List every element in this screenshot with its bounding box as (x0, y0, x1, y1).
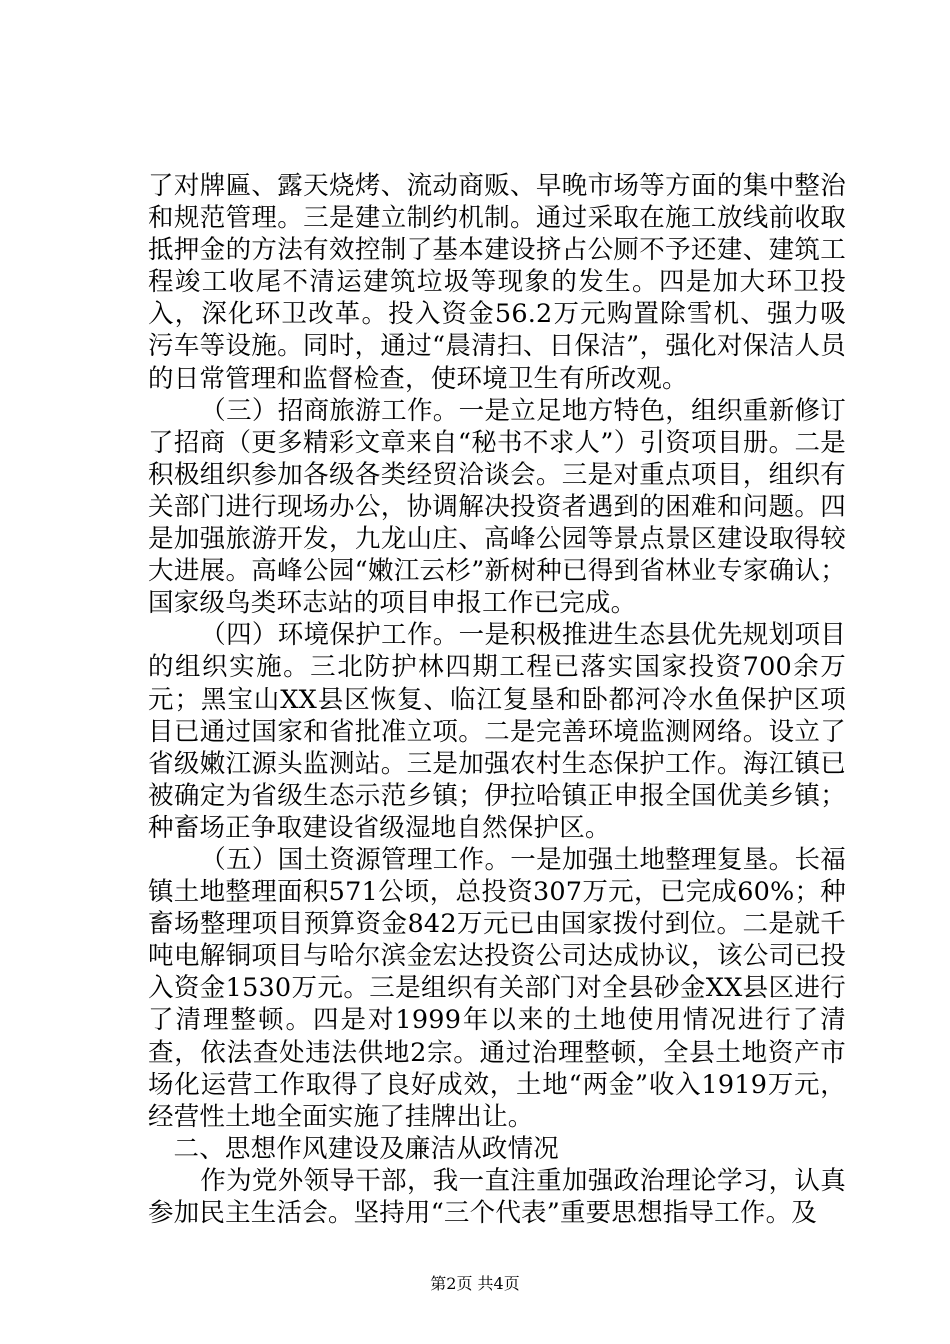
paragraph-environmental-protection: （四）环境保护工作。一是积极推进生态县优先规划项目的组织实施。三北防护林四期工程已落实国家投资700余万元；黑宝山XX县区恢复、临江复垦和卧都河冷水鱼保护区项目已通过国家和省批准立项。二是完善环境监测网络。设立了省级嫩江源头监测站。三是加强农村生态保护工作。海江镇已被确定为省级生态示范乡镇；伊拉哈镇正申报全国优美乡镇；种畜场正争取建设省级湿地自然保护区。 (148, 620, 846, 843)
section-heading-ideology-integrity: 二、思想作风建设及廉洁从政情况 (173, 1133, 560, 1164)
document-body (148, 170, 846, 1229)
page-footer: 第2页 共4页 (430, 1274, 520, 1293)
paragraph-investment-tourism: （三）招商旅游工作。一是立足地方特色，组织重新修订了招商（更多精彩文章来自“秘书不求人”）引资项目册。二是积极组织参加各级各类经贸洽谈会。三是对重点项目，组织有关部门进行现场办公，协调解决投资者遇到的困难和问题。四是加强旅游开发，九龙山庄、高峰公园等景点景区建设取得较大进展。高峰公园“嫩江云杉”新树种已得到省林业专家确认；国家级鸟类环志站的项目申报工作已完成。 (148, 395, 846, 619)
paragraph-land-resources: （五）国土资源管理工作。一是加强土地整理复垦。长福镇土地整理面积571公顷，总投资307万元，已完成60%；种畜场整理项目预算资金842万元已由国家拨付到位。二是就千吨电解铜项目与哈尔滨金宏达投资公司达成协议，该公司已投入资金1530万元。三是组织有关部门对全县砂金XX县区进行了清理整顿。四是对1999年以来的土地使用情况进行了清查，依法查处违法供地2宗。通过治理整顿，全县土地资产市场化运营工作取得了良好成效，土地“两金”收入1919万元，经营性土地全面实施了挂牌出让。 (148, 844, 846, 1132)
paragraph-sanitation-continued: 了对牌匾、露天烧烤、流动商贩、早晚市场等方面的集中整治和规范管理。三是建立制约机制。通过采取在施工放线前收取抵押金的方法有效控制了基本建设挤占公厕不予还建、建筑工程竣工收尾不清运建筑垃圾等现象的发生。四是加大环卫投入，深化环卫改革。投入资金56.2万元购置除雪机、强力吸污车等设施。同时，通过“晨清扫、日保洁”，强化对保洁人员的日常管理和监督检查，使环境卫生有所改观。 (148, 171, 846, 394)
paragraph-party-work: 作为党外领导干部，我一直注重加强政治理论学习，认真参加民主生活会。坚持用“三个代表”重要思想指导工作。及 (148, 1165, 846, 1228)
